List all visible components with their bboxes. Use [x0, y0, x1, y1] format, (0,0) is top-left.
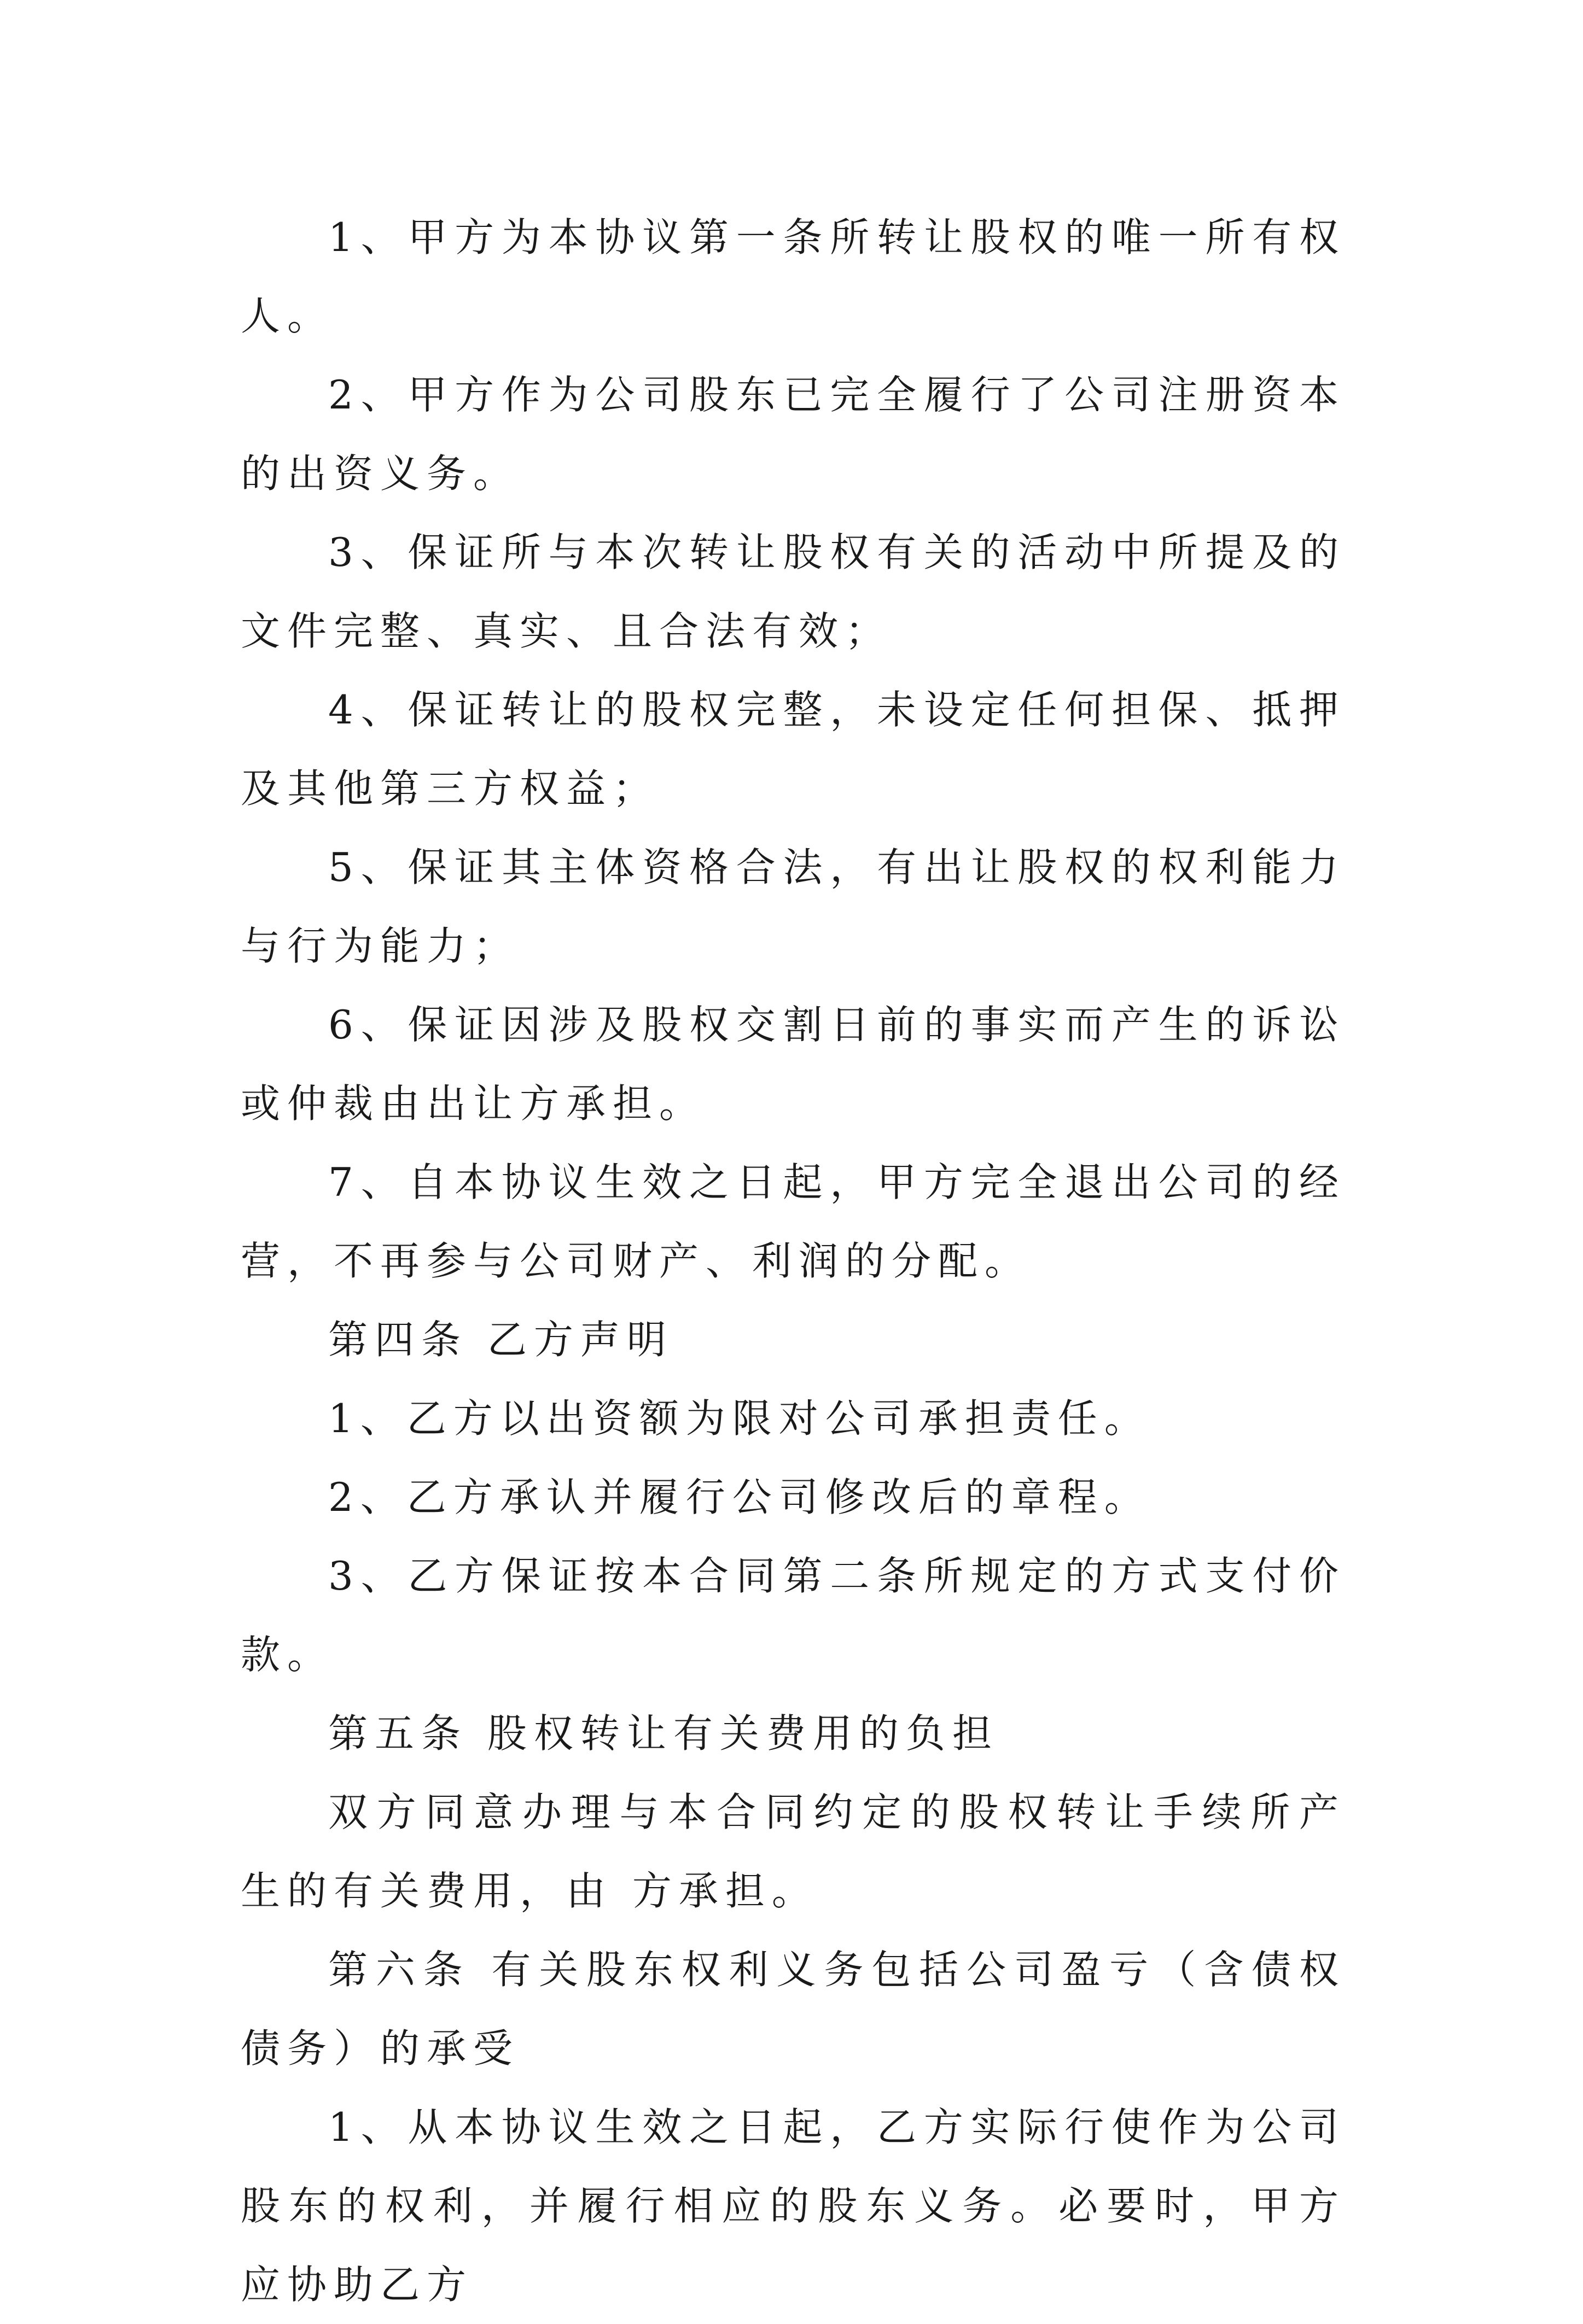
clause-3-item-7: 7、自本协议生效之日起，甲方完全退出公司的经营，不再参与公司财产、利润的分配。 [241, 1159, 1346, 1284]
clause-3-item-4: 4、保证转让的股权完整，未设定任何担保、抵押及其他第三方权益； [241, 687, 1346, 811]
clause-4-item-2: 2、乙方承认并履行公司修改后的章程。 [328, 1474, 1151, 1520]
clause-5-body: 双方同意办理与本合同约定的股权转让手续所产生的有关费用，由 方承担。 [241, 1789, 1346, 1914]
clause-6-heading: 第六条 有关股东权利义务包括公司盈亏（含债权债务）的承受 [241, 1947, 1346, 2071]
clause-3-item-1: 1、甲方为本协议第一条所转让股权的唯一所有权人。 [241, 214, 1346, 339]
clause-5-heading: 第五条 股权转让有关费用的负担 [328, 1710, 999, 1756]
clause-6-item-1: 1、从本协议生效之日起，乙方实际行使作为公司股东的权利，并履行相应的股东义务。必要时，甲方应协助乙方 [241, 2104, 1346, 2308]
clause-3-item-2: 2、甲方作为公司股东已完全履行了公司注册资本的出资义务。 [241, 372, 1346, 497]
document-body [241, 198, 1346, 2324]
clause-3-item-3: 3、保证所与本次转让股权有关的活动中所提及的文件完整、真实、且合法有效； [241, 529, 1346, 654]
clause-4-heading: 第四条 乙方声明 [328, 1317, 673, 1363]
clause-4-item-3: 3、乙方保证按本合同第二条所规定的方式支付价款。 [241, 1553, 1346, 1678]
clause-4-item-1: 1、乙方以出资额为限对公司承担责任。 [328, 1395, 1151, 1441]
clause-3-item-6: 6、保证因涉及股权交割日前的事实而产生的诉讼或仲裁由出让方承担。 [241, 1002, 1346, 1126]
clause-3-item-5: 5、保证其主体资格合法，有出让股权的权利能力与行为能力； [241, 844, 1346, 969]
